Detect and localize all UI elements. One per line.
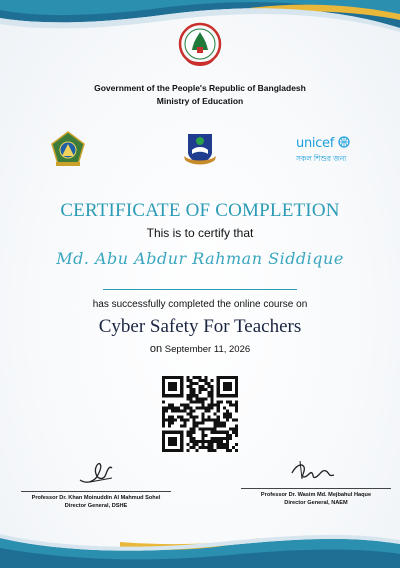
unicef-wordmark: unicef [296,136,335,151]
unicef-tagline: সকল শিশুর জন্য [296,154,347,163]
signature-block-naem [241,455,391,506]
crest-logo-icon [48,130,88,168]
globe-icon [338,136,350,148]
certificate-title: CERTIFICATE OF COMPLETION [60,200,340,221]
signature-line [241,488,391,489]
date-prefix: on [149,343,163,355]
completion-date [0,343,400,355]
unicef-logo [296,134,360,174]
signature-mark-icon [66,458,126,488]
course-name: Cyber Safety For Teachers [98,316,302,337]
bottom-wave-decoration [0,508,400,568]
education-board-logo-icon [182,130,218,166]
bangladesh-emblem-icon [176,20,224,72]
signatory-role: Director General, NAEM [284,500,348,506]
recipient-name: Md. Abu Abdur Rahman Siddique [56,249,344,268]
date-value: September 11, 2026 [164,344,251,355]
ministry-name: Ministry of Education [156,96,244,106]
verification-qr-code[interactable] [162,376,238,452]
government-name: Government of the People's Republic of Bangladesh [94,83,306,93]
signature-line [21,491,171,492]
completion-text: has successfully completed the online course on [92,299,308,310]
signatory-name: Professor Dr. Wasim Md. Mejbahul Haque [260,492,372,498]
signature-block-dshe [21,458,171,509]
name-underline [103,289,297,290]
signatory-role: Director General, DSHE [64,503,128,509]
signature-mark-icon [286,455,346,485]
certify-text: This is to certify that [146,226,254,240]
signatory-name: Professor Dr. Khan Moinuddin Al Mahmud Sohel [31,495,161,501]
